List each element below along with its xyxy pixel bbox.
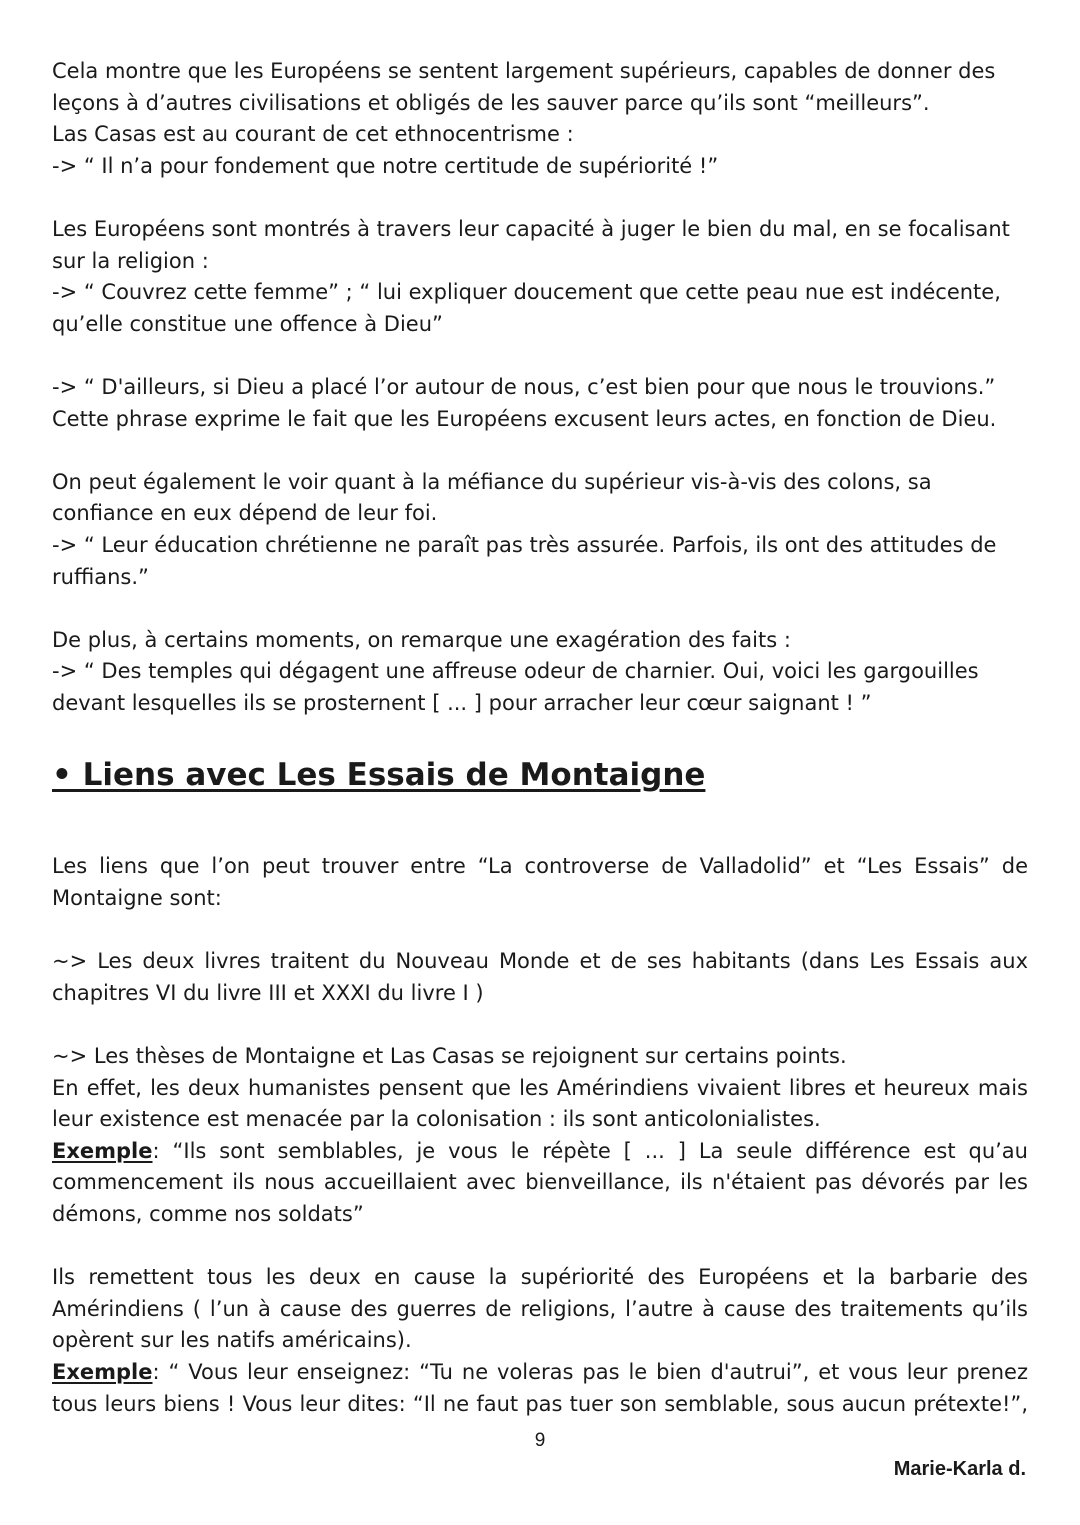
- example-line: [52, 1357, 1028, 1389]
- paragraph-religion: [52, 214, 1028, 340]
- text-line: confiance en eux dépend de leur foi.: [52, 501, 438, 526]
- text-line: opèrent sur les natifs américains).: [52, 1328, 412, 1353]
- example-label: Exemple: [52, 1138, 153, 1163]
- text-line: Amérindiens ( l’un à cause des guerres de religions, l’autre à cause des traitements qu’ils: [52, 1296, 1028, 1321]
- example-text: : “ Vous leur enseignez: “Tu ne voleras pas le bien d'autrui”, et vous leur prenez: [152, 1359, 1028, 1384]
- text-line: leçons à d’autres civilisations et obligés de les sauver parce qu’ils sont “meilleurs”.: [52, 90, 930, 115]
- quote-line: devant lesquelles ils se prosternent [ ... ] pour arracher leur cœur saignant ! ”: [52, 690, 872, 715]
- text-line: De plus, à certains moments, on remarque une exagération des faits :: [52, 627, 791, 652]
- text-line: En effet, les deux humanistes pensent que les Amérindiens vivaient libres et heureux mais: [52, 1075, 1028, 1100]
- example-label: Exemple: [52, 1359, 153, 1384]
- paragraph-point-superiority: [52, 1262, 1028, 1420]
- paragraph-intro: [52, 851, 1028, 914]
- text-line: Las Casas est au courant de cet ethnocentrisme :: [52, 122, 574, 147]
- author-signature: Marie-Karla d.: [893, 1458, 1026, 1480]
- text-line: Cela montre que les Européens se sentent largement supérieurs, capables de donner des: [52, 59, 996, 83]
- text-line: chapitres VI du livre III et XXXI du livre I ): [52, 980, 484, 1005]
- quote-line: ruffians.”: [52, 564, 149, 589]
- paragraph-point-theses: [52, 1041, 1028, 1231]
- text-line: ~> Les deux livres traitent du Nouveau Monde et de ses habitants (dans Les Essais aux: [52, 949, 1028, 974]
- quote-line: qu’elle constitue une offence à Dieu”: [52, 311, 443, 336]
- text-line: Ils remettent tous les deux en cause la supériorité des Européens et la barbarie des: [52, 1265, 1028, 1290]
- example-line: [52, 1136, 1028, 1168]
- quote-line: -> “ Des temples qui dégagent une affreuse odeur de charnier. Oui, voici les gargouilles: [52, 659, 979, 684]
- text-line: commencement ils nous accueillaient avec bienveillance, ils n'étaient pas dévorés par les: [52, 1170, 1028, 1195]
- quote-line: -> “ Leur éducation chrétienne ne paraît pas très assurée. Parfois, ils ont des attitudes de: [52, 532, 997, 557]
- section-heading: • Liens avec Les Essais de Montaigne: [52, 757, 706, 794]
- page-number: 9: [534, 1430, 546, 1451]
- quote-line: -> “ Couvrez cette femme” ; “ lui expliquer doucement que cette peau nue est indécente,: [52, 280, 1001, 305]
- text-line: Les liens que l’on peut trouver entre “La controverse de Valladolid” et “Les Essais” de: [52, 854, 1028, 879]
- text-line: ~> Les thèses de Montaigne et Las Casas se rejoignent sur certains points.: [52, 1044, 847, 1069]
- paragraph-point-new-world: [52, 946, 1028, 1009]
- text-line: leur existence est menacée par la colonisation : ils sont anticolonialistes.: [52, 1107, 821, 1132]
- text-line: Montaigne sont:: [52, 886, 222, 911]
- text-line: démons, comme nos soldats”: [52, 1202, 364, 1226]
- example-text: : “Ils sont semblables, je vous le répète [ ... ] La seule différence est qu’au: [152, 1138, 1028, 1163]
- paragraph-gold: [52, 372, 1028, 435]
- text-line: Les Européens sont montrés à travers leur capacité à juger le bien du mal, en se focalisant: [52, 216, 1010, 241]
- text-line: sur la religion :: [52, 248, 209, 273]
- document-body: [52, 56, 1028, 1420]
- quote-line: -> “ D'ailleurs, si Dieu a placé l’or autour de nous, c’est bien pour que nous le trouvions.”: [52, 374, 996, 399]
- text-line: On peut également le voir quant à la méfiance du supérieur vis-à-vis des colons, sa: [52, 469, 932, 494]
- paragraph-ethnocentrism: [52, 56, 1028, 182]
- text-line: Cette phrase exprime le fait que les Européens excusent leurs actes, en fonction de Dieu.: [52, 406, 997, 431]
- paragraph-mistrust: [52, 467, 1028, 593]
- text-line: tous leurs biens ! Vous leur dites: “Il ne faut pas tuer son semblable, sous aucun prétexte!”,: [52, 1391, 1028, 1416]
- paragraph-exaggeration: [52, 625, 1028, 720]
- quote-line: -> “ Il n’a pour fondement que notre certitude de supériorité !”: [52, 153, 719, 178]
